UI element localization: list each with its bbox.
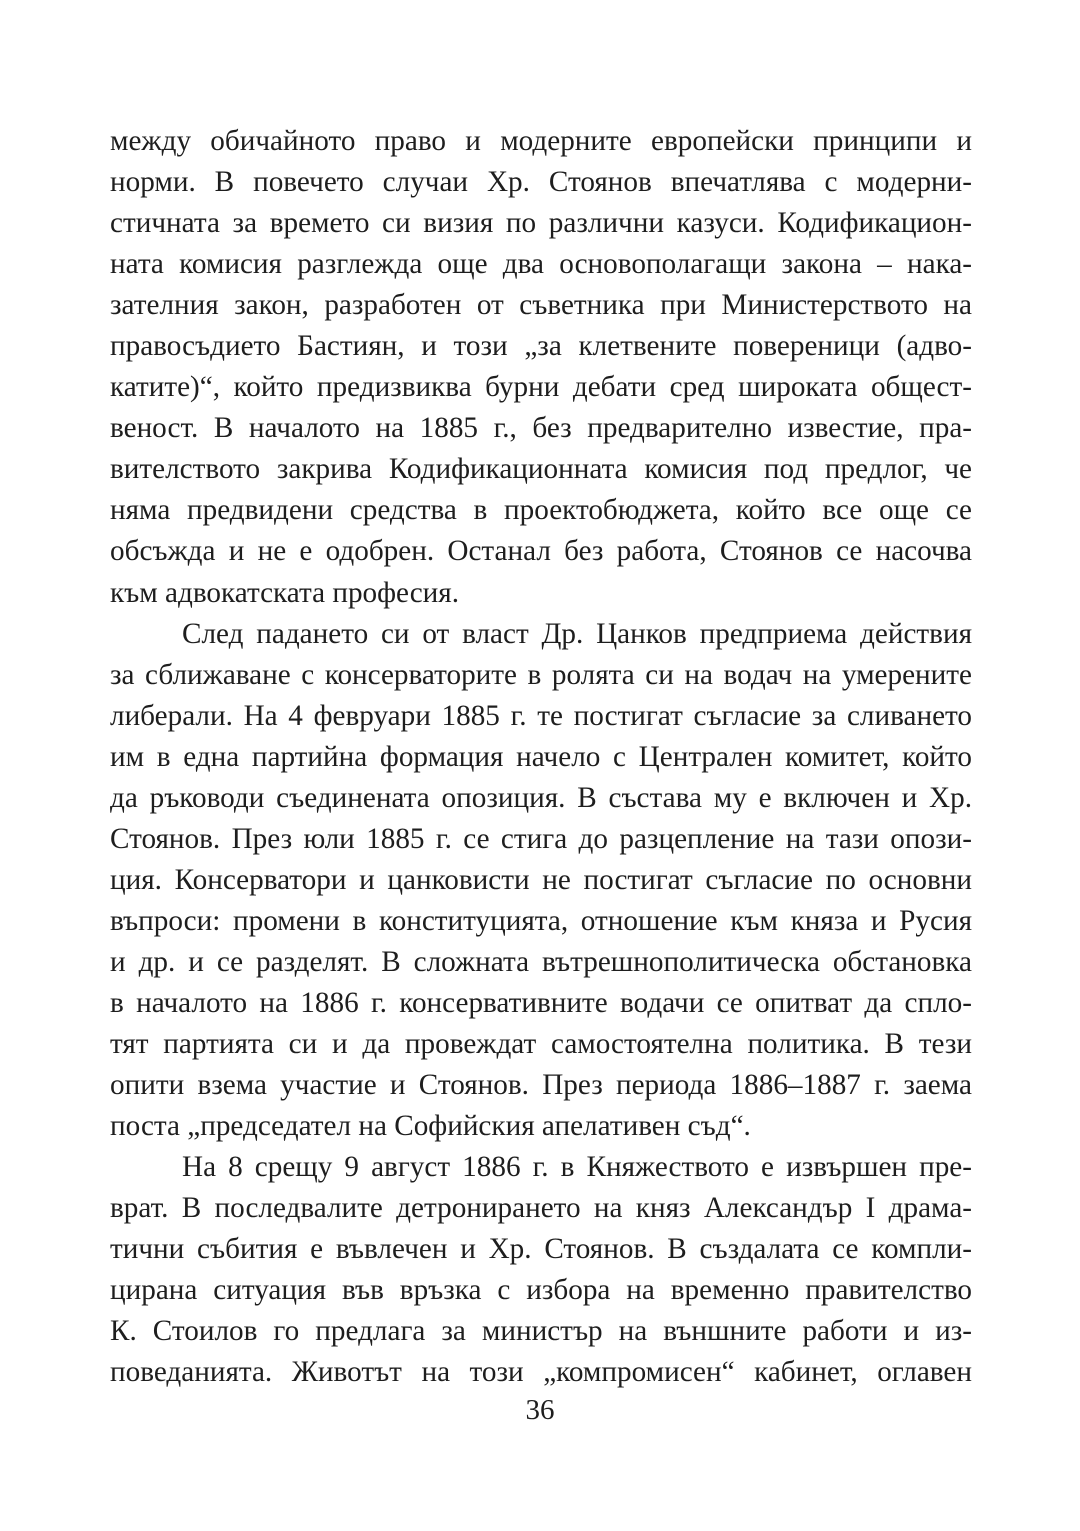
text-line: ната комисия разглежда още два основополагащи закона – нака- (110, 248, 972, 281)
text-line: цирана ситуация във връзка с избора на временно правителство (110, 1274, 972, 1307)
text-line: стичната за времето си визия по различни казуси. Кодификацион- (110, 207, 972, 240)
text-line: между обичайното право и модерните европейски принципи и (110, 125, 972, 157)
text-line: Стоянов. През юли 1885 г. се стига до разцепление на тази опози- (110, 822, 972, 855)
text-line: тят партията си и да провеждат самостоятелна политика. В тези (110, 1028, 972, 1061)
text-line: да ръководи съединената опозиция. В състава му е включен и Хр. (110, 781, 972, 814)
text-line: врат. В последвалите детронирането на княз Александър I драма- (110, 1192, 972, 1225)
text-line: обсъжда и не е одобрен. Останал без работа, Стоянов се насочва (110, 535, 972, 568)
text-line: към адвокатската професия. (110, 576, 460, 609)
text-line: им в една партийна формация начело с Централен комитет, който (110, 740, 972, 773)
text-line: и др. и се разделят. В сложната вътрешнополитическа обстановка (110, 945, 972, 978)
text-line: опити взема участие и Стоянов. През периода 1886–1887 г. заема (110, 1069, 972, 1102)
text-line: правосъдието Бастиян, и този „за клетвените повереници (адво- (110, 330, 972, 363)
text-line: поста „председател на Софийския апелативен съд“. (110, 1110, 751, 1143)
text-line: норми. В повечето случаи Хр. Стоянов впечатлява с модерни- (110, 166, 972, 199)
text-line: веност. В началото на 1885 г., без предварително известие, пра- (110, 412, 972, 445)
text-line: в началото на 1886 г. консервативните водачи се опитват да спло- (110, 986, 972, 1019)
page-number: 36 (525, 1394, 555, 1426)
text-line: На 8 срещу 9 август 1886 г. в Княжеството е извършен пре- (182, 1151, 972, 1184)
text-line: ция. Консерватори и цанковисти не постигат съгласие по основни (110, 863, 972, 896)
body-text (110, 121, 972, 1393)
text-line: След падането си от власт Др. Цанков предприема действия (182, 617, 972, 650)
text-line: няма предвидени средства в проектобюджета, който все още се (110, 494, 972, 527)
text-line: тични събития е въвлечен и Хр. Стоянов. В създалата се компли- (110, 1233, 972, 1266)
text-line: вителството закрива Кодификационната комисия под предлог, че (110, 453, 972, 486)
text-line: поведанията. Животът на този „компромисен“ кабинет, оглавен (110, 1356, 972, 1389)
text-line: либерали. На 4 февруари 1885 г. те постигат съгласие за сливането (110, 699, 972, 732)
text-line: зателния закон, разработен от съветника при Министерството на (110, 289, 972, 322)
text-line: въпроси: промени в конституцията, отношение към княза и Русия (110, 904, 972, 937)
text-line: К. Стоилов го предлага за министър на външните работи и из- (110, 1315, 972, 1348)
text-line: катите)“, който предизвиква бурни дебати сред широката общест- (110, 371, 972, 404)
text-line: за сближаване с консерваторите в ролята си на водач на умерените (110, 658, 972, 691)
